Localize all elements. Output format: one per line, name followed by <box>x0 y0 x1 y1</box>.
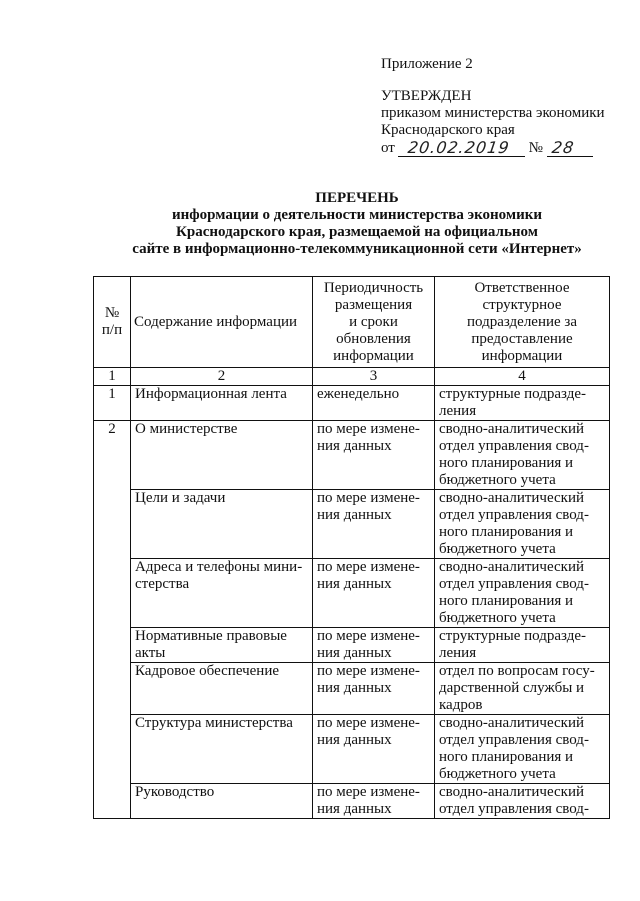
period-line: еженедельно <box>317 386 400 402</box>
resp-line: отдел управления свод- <box>439 732 589 748</box>
resp-line: отдел управления свод- <box>439 576 589 592</box>
cell-period <box>313 559 435 628</box>
resp-line: структурные подразде- <box>439 628 586 644</box>
cell-resp <box>435 663 610 715</box>
column-number: 3 <box>313 368 435 386</box>
header-resp-line: Ответственное <box>474 279 570 296</box>
period-line: ния данных <box>317 438 392 454</box>
order-line-1: приказом министерства экономики <box>381 105 605 121</box>
handwritten-number: 28 <box>550 138 576 157</box>
header-content-text: Содержание информации <box>134 313 298 330</box>
column-number: 1 <box>94 368 131 386</box>
row-number <box>94 663 131 715</box>
resp-line: отдел по вопросам госу- <box>439 663 595 679</box>
title-line-3: Краснодарского края, размещаемой на официальном <box>176 224 538 240</box>
resp-line: ления <box>439 645 477 661</box>
cell-content <box>131 715 313 784</box>
order-line-2: Краснодарского края <box>381 122 515 138</box>
cell-content <box>131 490 313 559</box>
content-line: Руководство <box>135 784 215 800</box>
header-periodicity <box>313 277 435 368</box>
period-line: по мере измене- <box>317 559 420 575</box>
header-period-line: и сроки <box>349 313 398 330</box>
cell-period <box>313 715 435 784</box>
cell-content <box>131 784 313 819</box>
row-number <box>94 559 131 628</box>
period-line: по мере измене- <box>317 715 420 731</box>
table-header-row <box>94 277 610 368</box>
table-row <box>94 421 610 490</box>
resp-line: отдел управления свод- <box>439 438 589 454</box>
cell-content <box>131 559 313 628</box>
cell-period <box>313 490 435 559</box>
cell-period <box>313 784 435 819</box>
header-period-line: Периодичность <box>323 279 424 296</box>
approved-label: УТВЕРЖДЕН <box>381 88 472 104</box>
header-resp-line: предоставление <box>471 330 573 347</box>
cell-period <box>313 386 435 421</box>
header-number-line: п/п <box>101 322 123 338</box>
header-period-line: информации <box>333 347 414 364</box>
content-line: Структура министерства <box>135 715 293 731</box>
period-line: ния данных <box>317 645 392 661</box>
row-number <box>94 715 131 784</box>
appendix-label: Приложение 2 <box>381 56 473 72</box>
handwritten-date: 20.02.2019 <box>406 138 511 157</box>
resp-line: дарственной службы и <box>439 680 585 696</box>
content-line: акты <box>135 645 166 661</box>
cell-resp <box>435 421 610 490</box>
content-line: Кадровое обеспечение <box>135 663 280 679</box>
table-row <box>94 784 610 819</box>
cell-period <box>313 421 435 490</box>
resp-line: отдел управления свод- <box>439 801 589 817</box>
period-line: ния данных <box>317 801 392 817</box>
resp-line: кадров <box>439 697 483 713</box>
resp-line: сводно-аналитический <box>439 715 585 731</box>
title-line-2: информации о деятельности министерства экономики <box>171 207 543 223</box>
column-number: 4 <box>435 368 610 386</box>
row-number <box>94 784 131 819</box>
row-number: 1 <box>94 386 131 421</box>
cell-period <box>313 663 435 715</box>
title-line-4: сайте в информационно-телекоммуникационной сети «Интернет» <box>132 241 582 257</box>
content-line: Адреса и телефоны мини- <box>135 559 303 575</box>
cell-content <box>131 628 313 663</box>
period-line: ния данных <box>317 732 392 748</box>
cell-resp <box>435 386 610 421</box>
date-prefix: от <box>381 140 395 156</box>
number-prefix: № <box>528 140 543 156</box>
period-line: ния данных <box>317 576 392 592</box>
cell-resp <box>435 784 610 819</box>
cell-resp <box>435 715 610 784</box>
column-number-row <box>94 368 610 386</box>
resp-line: бюджетного учета <box>439 472 556 488</box>
period-line: по мере измене- <box>317 628 420 644</box>
period-line: по мере измене- <box>317 490 420 506</box>
approval-header <box>381 56 631 157</box>
resp-line: ления <box>439 403 477 419</box>
cell-period <box>313 628 435 663</box>
cell-content <box>131 663 313 715</box>
date-field <box>398 139 525 157</box>
resp-line: ного планирования и <box>439 524 574 540</box>
table-row <box>94 663 610 715</box>
header-period-line: размещения <box>334 296 413 313</box>
resp-line: сводно-аналитический <box>439 559 585 575</box>
table-row <box>94 559 610 628</box>
resp-line: сводно-аналитический <box>439 490 585 506</box>
content-line: Нормативные правовые <box>135 628 287 644</box>
row-number: 2 <box>94 421 131 490</box>
table-body <box>94 386 610 819</box>
cell-resp <box>435 490 610 559</box>
period-line: ния данных <box>317 507 392 523</box>
resp-line: бюджетного учета <box>439 541 556 557</box>
period-line: ния данных <box>317 680 392 696</box>
header-responsible <box>435 277 610 368</box>
cell-content <box>131 386 313 421</box>
number-field <box>547 139 593 157</box>
title-line-1: ПЕРЕЧЕНЬ <box>315 190 399 206</box>
date-number-line <box>381 139 631 157</box>
row-number <box>94 490 131 559</box>
resp-line: сводно-аналитический <box>439 421 585 437</box>
resp-line: сводно-аналитический <box>439 784 585 800</box>
document-title <box>92 190 622 258</box>
cell-content <box>131 421 313 490</box>
table-row <box>94 386 610 421</box>
header-number-line: № <box>104 305 120 321</box>
information-table <box>93 276 610 819</box>
header-period-line: обновления <box>336 330 411 347</box>
content-line: О министерстве <box>135 421 238 437</box>
resp-line: ного планирования и <box>439 749 574 765</box>
row-number <box>94 628 131 663</box>
content-line: Информационная лента <box>135 386 287 402</box>
cell-resp <box>435 559 610 628</box>
resp-line: отдел управления свод- <box>439 507 589 523</box>
table-row <box>94 628 610 663</box>
resp-line: структурные подразде- <box>439 386 586 402</box>
table-row <box>94 715 610 784</box>
header-content <box>131 277 313 368</box>
cell-resp <box>435 628 610 663</box>
header-resp-line: информации <box>481 347 563 364</box>
period-line: по мере измене- <box>317 663 420 679</box>
resp-line: ного планирования и <box>439 455 574 471</box>
header-resp-line: структурное <box>482 296 562 313</box>
column-number: 2 <box>131 368 313 386</box>
resp-line: ного планирования и <box>439 593 574 609</box>
header-number <box>94 277 131 368</box>
resp-line: бюджетного учета <box>439 766 556 782</box>
period-line: по мере измене- <box>317 784 420 800</box>
content-line: стерства <box>135 576 190 592</box>
header-resp-line: подразделение за <box>466 313 578 330</box>
period-line: по мере измене- <box>317 421 420 437</box>
resp-line: бюджетного учета <box>439 610 556 626</box>
table-row <box>94 490 610 559</box>
content-line: Цели и задачи <box>135 490 226 506</box>
